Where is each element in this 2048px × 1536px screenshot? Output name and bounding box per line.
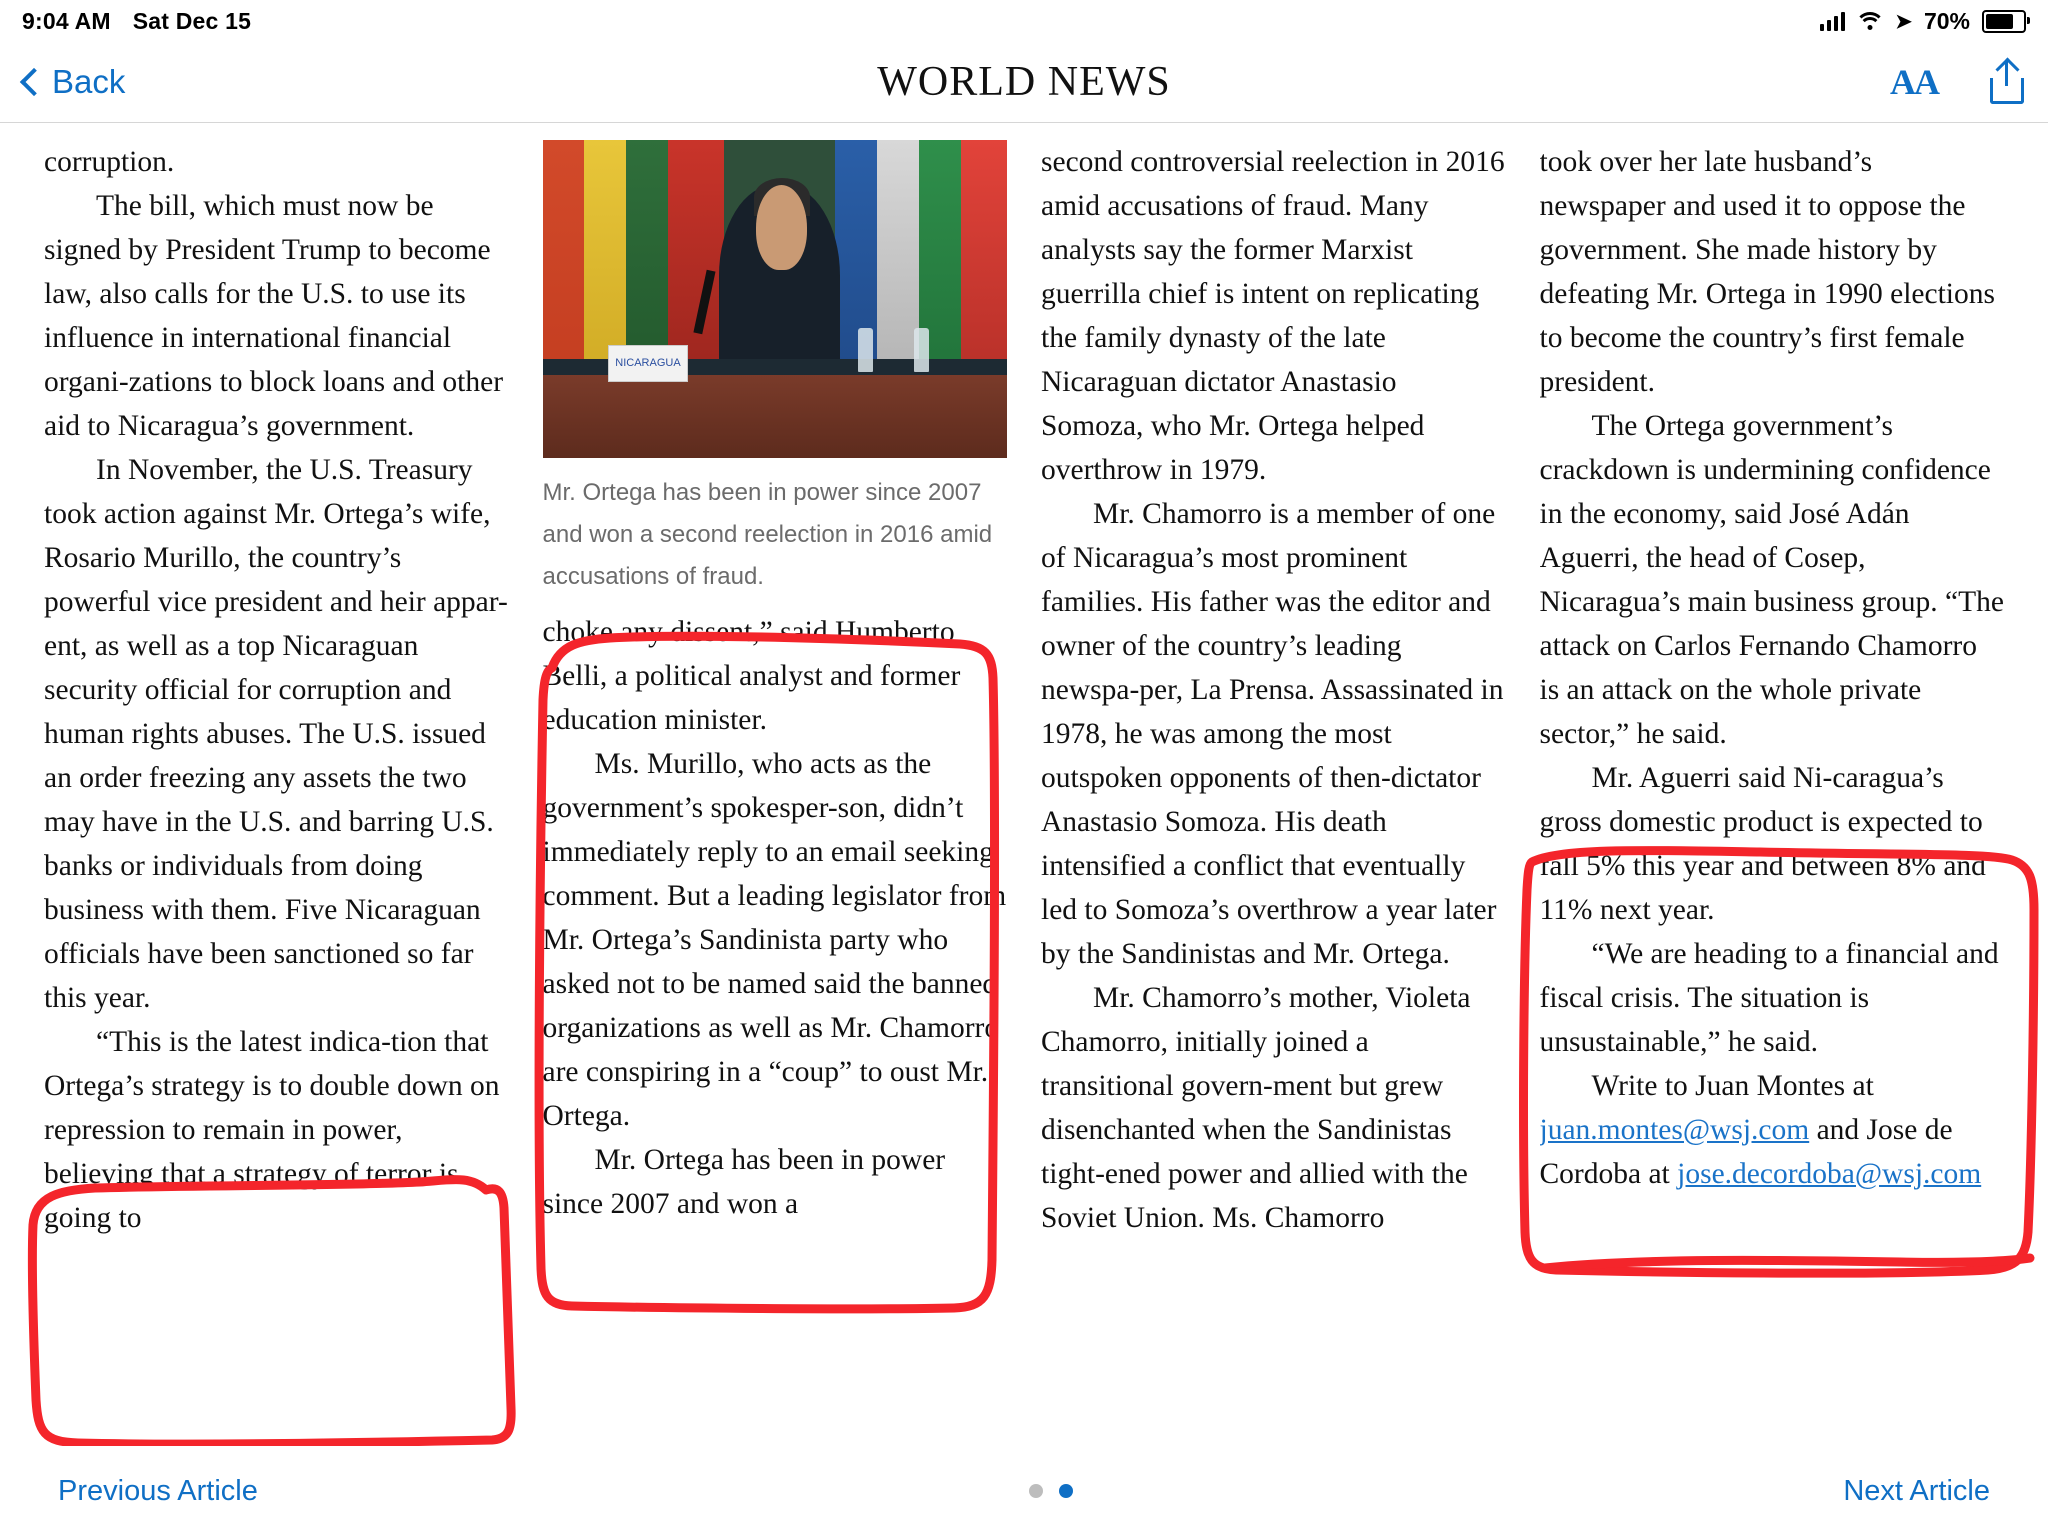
page-title: WORLD NEWS bbox=[877, 59, 1171, 105]
previous-article-link[interactable]: Previous Article bbox=[58, 1474, 258, 1507]
navigation-bar bbox=[0, 42, 2048, 123]
paragraph: corruption. bbox=[44, 146, 175, 178]
navigation-bar-actions bbox=[1890, 60, 2024, 104]
paragraph: Mr. Ortega has been in power since 2007 and won a bbox=[542, 1144, 946, 1220]
paragraph: “We are heading to a financial and fiscal crisis. The situation is unsustainable,” he said. bbox=[1539, 938, 1999, 1058]
page-dot[interactable] bbox=[1029, 1484, 1043, 1498]
article-column-4 bbox=[1540, 140, 2005, 1446]
status-time: 9:04 AM bbox=[22, 7, 111, 34]
paragraph: In November, the U.S. Treasury took action against Mr. Ortega’s wife, Rosario Murillo, the country’s powerful vice president and heir appar-ent, as well as a top Nicaraguan security official for corruption and human rights abuses. The U.S. issued an order freezing any assets the two may have in the U.S. and barring U.S. banks or individuals from doing business with them. Five Nicaraguan officials have been sanctioned so far this year. bbox=[44, 454, 508, 1014]
chevron-left-icon bbox=[20, 68, 48, 96]
status-bar bbox=[0, 0, 2048, 42]
status-bar-left bbox=[22, 8, 251, 35]
write-to-lead: Write to Juan Montes at bbox=[1591, 1070, 1874, 1102]
article-column-3 bbox=[1041, 140, 1506, 1446]
paragraph: choke any dissent,” said Humberto Belli, a political analyst and former education minister. bbox=[542, 616, 961, 736]
back-button[interactable] bbox=[24, 63, 125, 101]
paragraph: Ms. Murillo, who acts as the government’s spokesper-son, didn’t immediately reply to an email seeking comment. But a leading legislator from Mr. Ortega’s Sandinista party who asked not to be named said the banned organizations as well as Mr. Chamorro are conspiring in a “coup” to oust Mr. Ortega. bbox=[542, 748, 1007, 1132]
battery-percent-label: 70% bbox=[1923, 7, 1970, 34]
paragraph: Mr. Chamorro’s mother, Violeta Chamorro, initially joined a transitional govern-ment but grew disenchanted when the Sandinistas tight-ened power and allied with the Soviet Union. Ms. Chamorro bbox=[1041, 982, 1471, 1234]
article-column-2 bbox=[543, 140, 1008, 1446]
paragraph: The Ortega government’s crackdown is undermining confidence in the economy, said José Adán Aguerri, the head of Cosep, Nicaragua’s main business group. “The attack on Carlos Fernando Chamorro is an attack on the whole private sector,” he said. bbox=[1539, 410, 2004, 750]
paragraph: The bill, which must now be signed by President Trump to become law, also calls for the U.S. to use its influence in international financial organi-zations to block loans and other aid to Nicaragua’s government. bbox=[44, 190, 504, 442]
paragraph: took over her late husband’s newspaper and used it to oppose the government. She made history by defeating Mr. Ortega in 1990 elections to become the country’s first female president. bbox=[1539, 146, 1995, 398]
paragraph: second controversial reelection in 2016 amid accusations of fraud. Many analysts say the former Marxist guerrilla chief is intent on replicating the family dynasty of the late Nicaraguan dictator Anastasio Somoza, who Mr. Ortega helped overthrow in 1979. bbox=[1041, 146, 1505, 486]
article-column-1 bbox=[44, 140, 509, 1446]
share-icon[interactable] bbox=[1990, 60, 2024, 104]
text-size-icon[interactable]: AA bbox=[1890, 62, 1938, 102]
status-bar-right bbox=[1820, 8, 2026, 35]
ortega-press-conference-photo bbox=[543, 140, 1008, 458]
signal-bars-icon bbox=[1820, 11, 1845, 31]
paragraph: Mr. Aguerri said Ni-caragua’s gross domestic product is expected to fall 5% this year and between 8% and 11% next year. bbox=[1539, 762, 1986, 926]
paragraph: “This is the latest indica-tion that Ortega’s strategy is to double down on repression to remain in power, believing that a strategy of terror is going to bbox=[44, 1026, 500, 1234]
battery-icon bbox=[1982, 10, 2026, 33]
next-article-link[interactable]: Next Article bbox=[1843, 1474, 1990, 1507]
status-date: Sat Dec 15 bbox=[132, 7, 252, 34]
article-figure bbox=[543, 140, 1008, 598]
photo-nameplate: NICARAGUA bbox=[608, 345, 689, 382]
paragraph: Mr. Chamorro is a member of one of Nicaragua’s most prominent families. His father was the editor and owner of the country’s leading newspa-per, La Prensa. Assassinated in 1978, he was among the most outspoken opponents of then-dictator Anastasio Somoza. His death intensified a conflict that eventually led to Somoza’s overthrow a year later by the Sandinistas and Mr. Ortega. bbox=[1041, 498, 1504, 970]
location-arrow-icon: ➤ bbox=[1895, 10, 1912, 33]
page-dot-active[interactable] bbox=[1059, 1484, 1073, 1498]
article-body bbox=[0, 140, 2048, 1446]
back-button-label: Back bbox=[52, 63, 126, 100]
page-indicator-dots bbox=[1029, 1484, 1073, 1498]
email-link-juan-montes[interactable]: juan.montes@wsj.com bbox=[1539, 1114, 1810, 1146]
write-to-mid: and Jose de Cordoba at bbox=[1539, 1114, 1953, 1190]
article-footer bbox=[0, 1446, 2048, 1536]
figure-caption: Mr. Ortega has been in power since 2007 and won a second reelection in 2016 amid accusations of fraud. bbox=[542, 479, 993, 590]
email-link-jose-decordoba[interactable]: jose.decordoba@wsj.com bbox=[1677, 1158, 1982, 1190]
write-to-paragraph bbox=[1540, 1064, 2005, 1196]
wifi-icon bbox=[1857, 11, 1883, 31]
